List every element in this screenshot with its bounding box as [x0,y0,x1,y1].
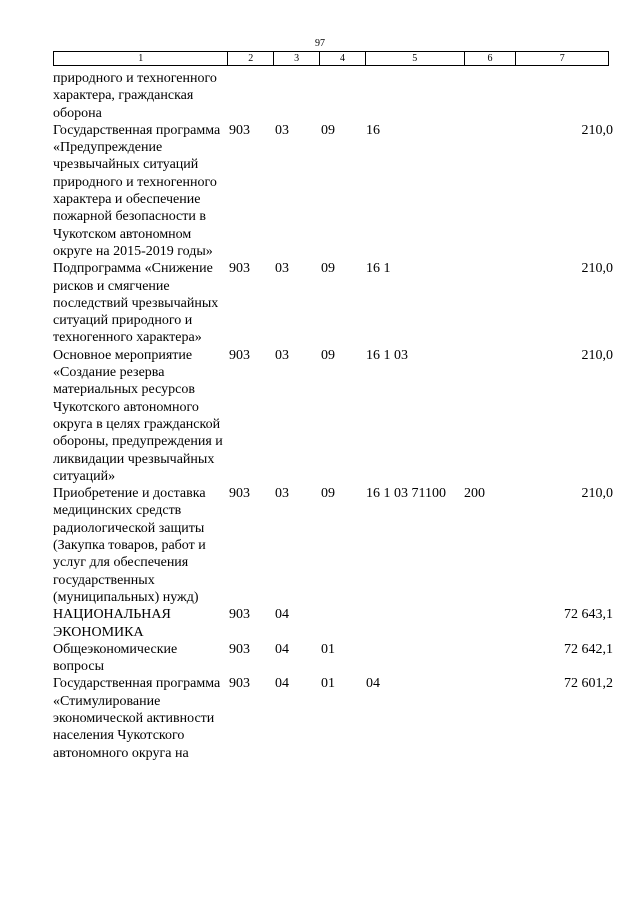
row-col-4: 09 [321,347,335,363]
header-col-4: 4 [320,52,366,65]
row-col-3: 04 [275,641,289,657]
row-name: Государственная программа «Предупреждение чрезвычайных ситуаций природного и техногенного характера и обеспечение пожарной безопасности в Чукотском автономном округе на 2015-2019 годы» [53,122,221,259]
row-name: Государственная программа «Стимулирование экономической активности населения Чукотского автономного округа на [53,676,221,761]
row-col-7: 72 643,1 [564,607,613,623]
header-col-1: 1 [54,52,228,65]
row-col-2: 903 [229,676,250,692]
row-col-3: 03 [275,261,289,277]
row-col-5: 16 1 03 [366,347,408,363]
row-name: Подпрограмма «Снижение рисков и смягчение последствий чрезвычайных ситуаций природного и техногенного характера» [53,261,219,346]
row-col-4: 01 [321,676,335,692]
table-row [53,70,613,122]
row-col-7: 72 642,1 [564,641,613,657]
row-col-7: 210,0 [581,347,613,363]
row-col-3: 03 [275,122,289,138]
row-col-7: 72 601,2 [564,676,613,692]
row-col-4: 09 [321,261,335,277]
table-body [53,70,613,762]
row-col-7: 210,0 [581,486,613,502]
row-name: Общеэкономические вопросы [53,641,178,675]
row-col-4: 01 [321,641,335,657]
row-col-7: 210,0 [581,261,613,277]
table-row [53,347,613,485]
header-col-6: 6 [465,52,517,65]
row-name: НАЦИОНАЛЬНАЯ ЭКОНОМИКА [53,607,171,640]
row-col-2: 903 [229,641,250,657]
row-col-5: 04 [366,676,380,692]
row-col-5: 16 1 03 71100 [366,486,446,502]
row-name: природного и техногенного характера, гражданская оборона [53,71,217,121]
row-col-6: 200 [464,486,485,502]
table-row [53,122,613,260]
row-col-3: 04 [275,676,289,692]
table-row [53,641,613,676]
header-col-7: 7 [559,53,565,64]
table-row [53,675,613,761]
table-row [53,485,613,606]
row-col-5: 16 1 [366,261,391,277]
page-number: 97 [315,38,325,49]
row-col-4: 09 [321,486,335,502]
row-col-3: 04 [275,607,289,623]
row-name: Основное мероприятие «Создание резерва материальных ресурсов Чукотского автономного округа в целях гражданской обороны, предупреждения и ликвидации чрезвычайных ситуаций» [53,347,223,484]
row-col-2: 903 [229,486,250,502]
table-header [53,51,609,66]
row-col-2: 903 [229,607,250,623]
header-col-5: 5 [366,52,465,65]
row-col-5: 16 [366,122,380,138]
row-col-2: 903 [229,122,250,138]
table-row [53,606,613,641]
row-col-7: 210,0 [581,122,613,138]
table-row [53,260,613,346]
row-col-2: 903 [229,347,250,363]
row-col-3: 03 [275,486,289,502]
row-col-2: 903 [229,261,250,277]
header-col-3: 3 [274,52,320,65]
row-col-4: 09 [321,122,335,138]
row-col-3: 03 [275,347,289,363]
row-name: Приобретение и доставка медицинских средств радиологической защиты (Закупка товаров, работ и услуг для обеспечения государственных (муниципальных) нужд) [53,486,206,605]
header-col-2: 2 [228,52,274,65]
